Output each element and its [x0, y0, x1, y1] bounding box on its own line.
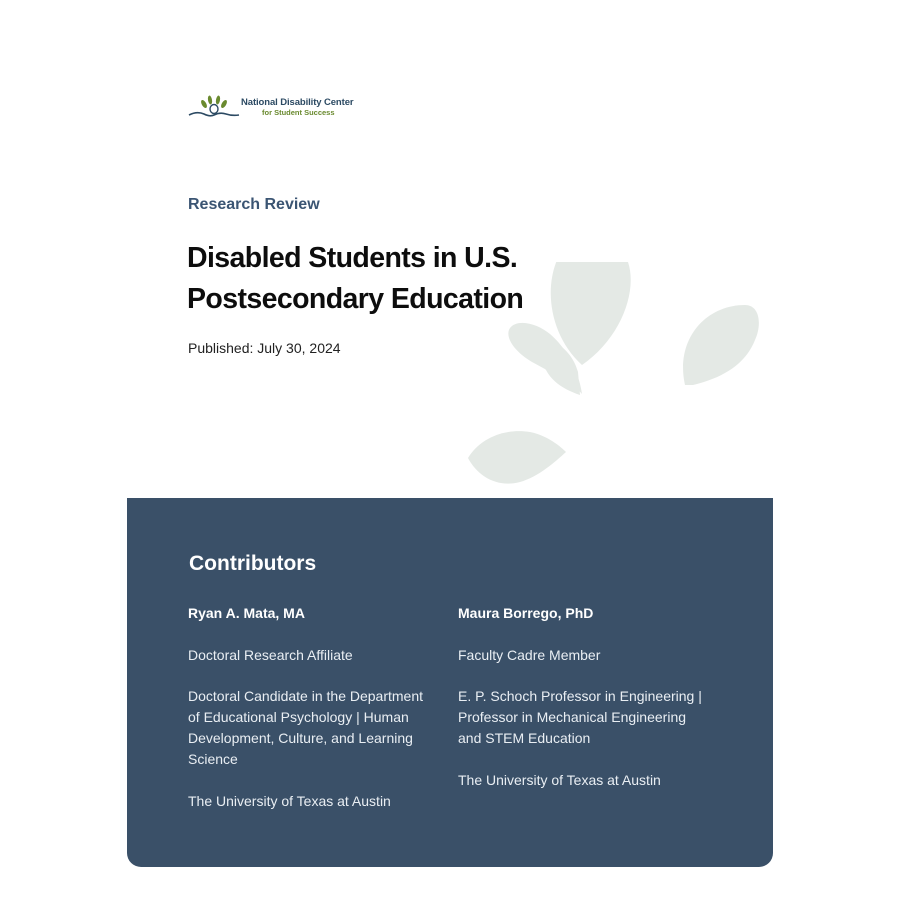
logo-name-line1: National Disability Center [241, 97, 354, 108]
contributor-card [188, 603, 438, 811]
contributor-institution: The University of Texas at Austin [188, 793, 391, 809]
ndc-logo [188, 94, 378, 124]
contributors-heading: Contributors [189, 552, 317, 575]
title-line-1: Disabled Students in U.S. [187, 242, 518, 274]
contributor-card [458, 603, 708, 790]
contributor-name: Maura Borrego, PhD [458, 605, 594, 621]
published-date: Published: July 30, 2024 [188, 340, 341, 356]
contributor-role: Doctoral Research Affiliate [188, 647, 353, 663]
logo-wordmark [241, 94, 353, 117]
contributor-institution: The University of Texas at Austin [458, 772, 661, 788]
contributor-name: Ryan A. Mata, MA [188, 605, 305, 621]
contributors-panel [127, 498, 773, 867]
decorative-leaves-icon [460, 262, 770, 492]
logo-name-line2: for Student Success [262, 108, 335, 117]
contributor-role: Faculty Cadre Member [458, 647, 601, 663]
title-line-2: Postsecondary Education [187, 283, 524, 315]
contributor-description: E. P. Schoch Professor in Engineering | Professor in Mechanical Engineering and STEM Education [458, 688, 702, 746]
document-type-label: Research Review [188, 196, 320, 213]
contributor-description: Doctoral Candidate in the Department of Educational Psychology | Human Development, Culture, and Learning Science [188, 688, 424, 767]
sprout-logo-icon [188, 94, 240, 122]
